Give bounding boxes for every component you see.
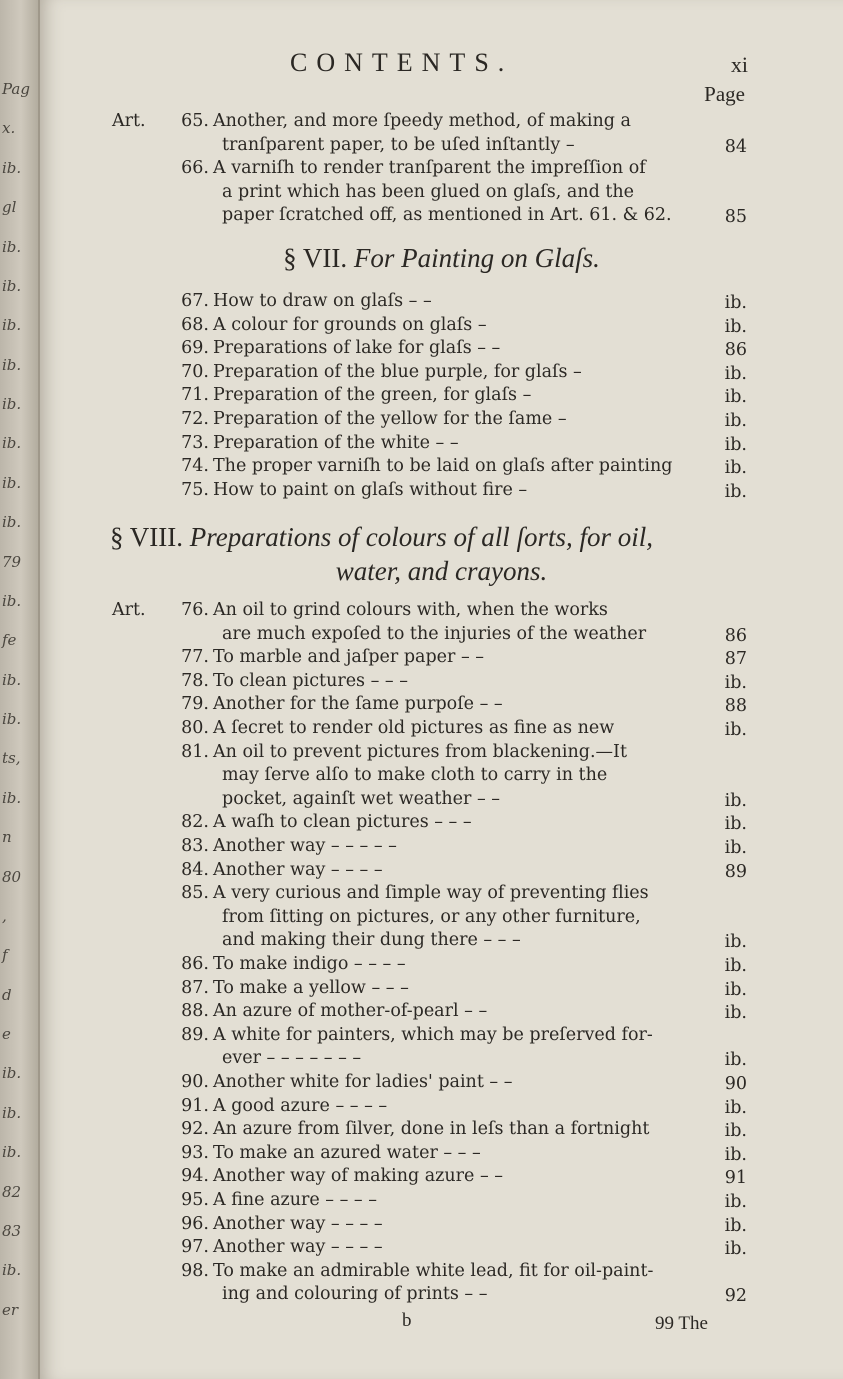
entry-line: How to draw on glaſs – – [213, 291, 432, 311]
entry-line: from ſitting on pictures, or any other furniture, [222, 906, 641, 927]
signature-mark: b [402, 1310, 412, 1331]
entry-text [213, 1071, 718, 1095]
contents-entry [40, 1260, 843, 1307]
bleed-fragment: f [2, 946, 8, 965]
entry-line: An oil to prevent pictures from blackening.—It [213, 741, 627, 762]
contents-entry [40, 953, 843, 977]
entry-text [213, 1095, 718, 1119]
article-number: 82. [181, 812, 209, 833]
page-reference: ib. [724, 720, 747, 740]
section-number: § VII. [283, 243, 348, 273]
bleed-fragment: ib. [2, 473, 22, 492]
entry-line: Preparation of the green, for glaſs – [213, 385, 532, 406]
page-reference: 84 [724, 136, 747, 157]
article-number: 83. [181, 836, 209, 856]
entry-line: A waſh to clean pictures – – – [213, 812, 472, 833]
contents-entry [40, 361, 843, 385]
article-label: Art. [112, 600, 146, 620]
bleed-fragment: e [2, 1025, 11, 1043]
entry-text [213, 1213, 718, 1237]
page-title: CONTENTS. [290, 48, 514, 77]
article-number: 85. [181, 883, 209, 904]
contents-entry [40, 882, 843, 953]
page-reference: 89 [724, 861, 747, 882]
adjacent-page-edge [0, 0, 40, 1379]
page-reference: 91 [724, 1168, 747, 1189]
entry-text [213, 882, 718, 953]
page-reference: ib. [724, 1121, 747, 1142]
page-reference: 88 [724, 696, 747, 717]
entry-text [213, 1000, 718, 1024]
contents-entry [40, 290, 843, 314]
entry-line: A very curious and ſimple way of preventing flies [213, 883, 649, 904]
bleed-fragment: ib. [2, 1261, 22, 1280]
contents-entry [40, 693, 843, 717]
page-reference: ib. [724, 481, 747, 502]
contents-entry [40, 646, 843, 670]
entry-line: Another way – – – – [213, 1213, 383, 1234]
contents-entry [40, 741, 843, 812]
article-number: 76. [181, 600, 209, 620]
entry-text [213, 337, 718, 361]
page-reference: ib. [724, 932, 747, 953]
entry-line: Another way of making azure – – [213, 1166, 504, 1187]
page-reference: ib. [724, 814, 747, 835]
article-number: 94. [181, 1166, 209, 1187]
bleed-fragment: ib. [2, 158, 22, 177]
page-reference: ib. [724, 1192, 747, 1212]
page-reference: ib. [724, 293, 747, 313]
entry-line: To make an azured water – – – [213, 1142, 481, 1163]
entry-line: Another for the ſame purpoſe – – [213, 694, 503, 715]
entry-text [213, 314, 718, 338]
bleed-fragment: 83 [2, 1221, 22, 1240]
entry-line: and making their dung there – – – [222, 930, 521, 951]
bleed-fragment: ib. [2, 1064, 22, 1083]
entry-line: A varniſh to render tranſparent the impreſſion of [213, 158, 646, 179]
article-number: 77. [181, 647, 209, 668]
entry-line: Preparations of lake for glaſs – – [213, 338, 501, 359]
article-number: 88. [181, 1001, 209, 1022]
bleed-fragment: er [2, 1300, 19, 1319]
bleed-fragment: ib. [2, 395, 22, 413]
page-reference: ib. [724, 1215, 747, 1236]
article-number: 98. [181, 1260, 209, 1281]
entry-line: Another white for ladies' paint – – [213, 1072, 513, 1092]
page-column-label: Page [704, 82, 745, 106]
entry-line: To clean pictures – – – [213, 670, 408, 691]
article-number: 67. [181, 291, 209, 311]
contents-entry [40, 1000, 843, 1024]
contents-entry [40, 337, 843, 361]
entry-line: Preparation of the blue purple, for glaſs – [213, 361, 582, 382]
article-number: 71. [181, 385, 209, 406]
article-number: 81. [181, 741, 209, 762]
entry-text [213, 977, 718, 1001]
contents-entry [40, 717, 843, 741]
bleed-fragment: ib. [2, 434, 22, 453]
entry-line: ever – – – – – – – [222, 1048, 362, 1069]
entry-line: To make indigo – – – – [213, 954, 406, 974]
page-reference: ib. [724, 1097, 747, 1118]
article-label: Art. [112, 111, 146, 131]
entry-text [213, 835, 718, 859]
page-reference: ib. [724, 790, 747, 811]
entry-text [213, 110, 718, 157]
entry-text [213, 741, 718, 812]
entry-line: A good azure – – – – [213, 1095, 388, 1116]
page-reference: 86 [724, 625, 747, 646]
running-head [40, 48, 843, 84]
page-reference: ib. [724, 979, 747, 1000]
entry-line: How to paint on glaſs without fire – [213, 479, 528, 500]
contents-entry [40, 1142, 843, 1166]
bleed-fragment: ib. [2, 670, 22, 689]
entry-line: Another way – – – – [213, 859, 383, 880]
entry-text [213, 1260, 718, 1307]
bleed-fragment: , [2, 906, 7, 925]
article-number: 97. [181, 1237, 209, 1258]
entry-text [213, 953, 718, 977]
entry-line: a print which has been glued on glaſs, and the [222, 181, 635, 202]
entry-line: tranſparent paper, to be uſed inſtantly – [222, 134, 575, 155]
article-number: 79. [181, 694, 209, 715]
contents-entry [40, 1189, 843, 1213]
article-number: 72. [181, 409, 209, 429]
article-number: 87. [181, 977, 209, 998]
entry-text [213, 432, 718, 456]
entry-line: The proper varniſh to be laid on glaſs after painting [213, 456, 673, 477]
entry-line: An azure of mother-of-pearl – – [213, 1001, 488, 1022]
contents-entry [40, 1118, 843, 1142]
bleed-fragment: 79 [2, 552, 22, 571]
contents-entry [40, 479, 843, 503]
bleed-fragment: x. [2, 119, 16, 138]
contents-entry [40, 859, 843, 883]
page-reference: ib. [724, 1003, 747, 1024]
section-heading-viii [40, 522, 843, 592]
bleed-fragment: ib. [2, 591, 22, 610]
entry-text [213, 1118, 718, 1142]
entry-text [213, 1142, 718, 1166]
contents-entry [40, 1095, 843, 1119]
bleed-fragment: 80 [2, 867, 22, 886]
book-page [40, 0, 843, 1379]
page-reference: ib. [724, 458, 747, 479]
article-number: 73. [181, 432, 209, 453]
page-reference: ib. [724, 316, 747, 337]
entry-line: To make an admirable white lead, fit for oil-paint- [213, 1260, 654, 1281]
entry-text [213, 693, 718, 717]
entry-line: An azure from ſilver, done in leſs than a fortnight [213, 1119, 650, 1140]
entry-line: are much expoſed to the injuries of the weather [222, 623, 647, 644]
page-reference: 87 [724, 649, 747, 670]
page-reference: 85 [724, 207, 747, 228]
section-heading-line-1 [110, 522, 653, 553]
catchword: 99 The [655, 1313, 708, 1334]
contents-entry [40, 157, 843, 228]
article-number: 70. [181, 361, 209, 382]
entry-line: Another way – – – – [213, 1237, 383, 1258]
entry-text [213, 384, 718, 408]
article-number: 95. [181, 1190, 209, 1210]
article-number: 86. [181, 954, 209, 974]
entry-line: Preparation of the white – – [213, 432, 459, 453]
section-heading-vii [40, 243, 843, 274]
page-reference: ib. [724, 1239, 747, 1260]
entry-line: Another, and more ſpeedy method, of making a [213, 111, 631, 131]
page-reference: ib. [724, 387, 747, 408]
page-reference: 92 [724, 1286, 747, 1307]
article-number: 68. [181, 314, 209, 335]
contents-entry [40, 1213, 843, 1237]
article-number: 93. [181, 1142, 209, 1163]
bleed-fragment: gl [2, 198, 17, 217]
contents-entry [40, 599, 843, 646]
contents-entry [40, 1071, 843, 1095]
article-number: 92. [181, 1119, 209, 1140]
page-reference: ib. [724, 1050, 747, 1071]
bleed-fragment: ib. [2, 1143, 22, 1162]
page-reference: 86 [724, 340, 747, 361]
entry-line: A white for painters, which may be preſerved for- [213, 1024, 653, 1045]
bleed-fragment: 82 [2, 1182, 22, 1201]
article-number: 84. [181, 859, 209, 880]
bleed-fragment: ib. [2, 276, 22, 295]
section-title-line-1: Preparations of colours of all ſorts, for oil, [189, 522, 654, 552]
entry-text [213, 811, 718, 835]
section-title-line-2: water, and crayons. [335, 556, 548, 586]
entry-text [213, 361, 718, 385]
article-number: 65. [181, 111, 209, 131]
page-reference: ib. [724, 434, 747, 455]
article-number: 91. [181, 1095, 209, 1116]
contents-entry [40, 455, 843, 479]
contents-entry [40, 1236, 843, 1260]
entry-line: Another way – – – – – [213, 836, 397, 856]
entry-line: To marble and jaſper paper – – [213, 647, 485, 668]
bleed-fragment: ib. [2, 513, 22, 532]
bleed-fragment: Pag [2, 80, 30, 98]
entry-line: A fine azure – – – – [213, 1190, 377, 1210]
article-number: 89. [181, 1024, 209, 1045]
contents-entry [40, 811, 843, 835]
contents-entry [40, 977, 843, 1001]
entry-line: A colour for grounds on glaſs – [213, 314, 487, 335]
page-reference: ib. [724, 956, 747, 976]
entry-text [213, 717, 718, 741]
page-reference: ib. [724, 363, 747, 384]
contents-entry [40, 408, 843, 432]
article-number: 80. [181, 718, 209, 738]
entry-text [213, 290, 718, 314]
page-reference: ib. [724, 672, 747, 693]
page-reference: ib. [724, 1144, 747, 1165]
entry-line: ing and colouring of prints – – [222, 1284, 488, 1305]
page-reference: ib. [724, 411, 747, 431]
section-number: § VIII. [110, 522, 183, 552]
entry-text [213, 1236, 718, 1260]
bleed-fragment: d [2, 985, 12, 1004]
article-number: 66. [181, 158, 209, 179]
bleed-fragment: ib. [2, 237, 22, 256]
bleed-fragment: ib. [2, 355, 22, 374]
entry-text [213, 1189, 718, 1213]
entry-line: An oil to grind colours with, when the works [213, 600, 608, 620]
contents-entry [40, 1165, 843, 1189]
contents-entry [40, 1024, 843, 1071]
entry-text [213, 670, 718, 694]
contents-entry [40, 384, 843, 408]
contents-entry [40, 432, 843, 456]
bleed-fragment: ib. [2, 710, 22, 728]
contents-entry [40, 314, 843, 338]
article-number: 90. [181, 1072, 209, 1092]
contents-entry [40, 670, 843, 694]
entry-text [213, 455, 718, 479]
entry-text [213, 157, 718, 228]
entry-line: pocket, againſt wet weather – – [222, 788, 501, 809]
section-title: For Painting on Glaſs. [353, 243, 600, 273]
bleed-fragment: ib. [2, 316, 22, 335]
bleed-fragment: ib. [2, 1103, 22, 1122]
article-number: 96. [181, 1213, 209, 1234]
entry-text [213, 859, 718, 883]
entry-line: may ſerve alſo to make cloth to carry in the [222, 765, 608, 786]
entry-line: Preparation of the yellow for the ſame – [213, 409, 567, 429]
page-reference: 90 [724, 1074, 747, 1094]
entry-line: paper ſcratched off, as mentioned in Art. 61. & 62. [222, 205, 672, 226]
entry-text [213, 479, 718, 503]
contents-entry [40, 835, 843, 859]
entry-text [213, 1024, 718, 1071]
entry-text [213, 408, 718, 432]
bleed-fragment: fe [2, 631, 17, 650]
article-number: 69. [181, 338, 209, 359]
article-number: 75. [181, 479, 209, 500]
article-number: 78. [181, 670, 209, 691]
entry-text [213, 1165, 718, 1189]
contents-entry [40, 110, 843, 157]
bleed-fragment: ts, [2, 749, 21, 768]
entry-text [213, 599, 718, 646]
entry-text [213, 646, 718, 670]
bleed-fragment: n [2, 828, 12, 847]
page-reference: ib. [724, 838, 747, 858]
bleed-fragment: ib. [2, 788, 22, 807]
entry-line: A ſecret to render old pictures as fine as new [213, 718, 615, 738]
article-number: 74. [181, 456, 209, 477]
entry-line: To make a yellow – – – [213, 977, 409, 998]
folio-number: xi [730, 52, 748, 77]
